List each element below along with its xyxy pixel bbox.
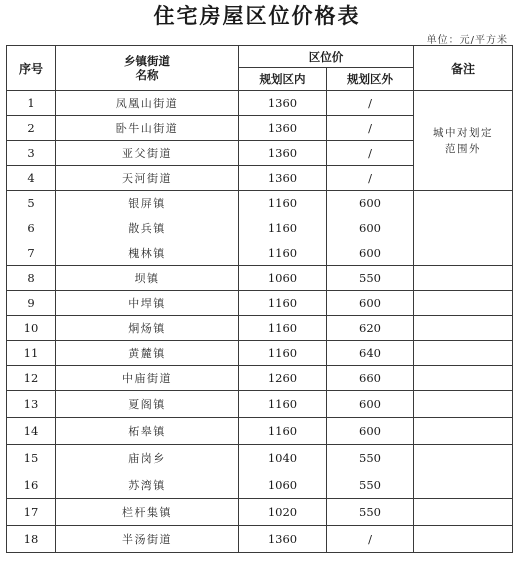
row-price-outside: / (327, 116, 414, 141)
row-price-outside: 550 (327, 266, 414, 291)
row-price-inside: 1260 (239, 366, 327, 391)
row-price-outside: 550 (327, 472, 414, 499)
row-seq: 4 (7, 166, 56, 191)
row-price-outside: / (327, 166, 414, 191)
row-price-inside: 1160 (239, 341, 327, 366)
row-price-inside: 1360 (239, 166, 327, 191)
row-name: 柘皋镇 (56, 418, 239, 445)
row-name: 天河街道 (56, 166, 239, 191)
row-name: 中垾镇 (56, 291, 239, 316)
table-row (7, 191, 513, 216)
table-row (7, 391, 513, 418)
table-row (7, 266, 513, 291)
row-price-inside: 1160 (239, 191, 327, 216)
row-seq: 2 (7, 116, 56, 141)
table-row (7, 472, 513, 499)
row-price-outside: 600 (327, 291, 414, 316)
row-price-inside: 1360 (239, 116, 327, 141)
row-name: 槐林镇 (56, 241, 239, 266)
row-seq: 1 (7, 91, 56, 116)
row-seq: 17 (7, 499, 56, 526)
row-price-outside: 550 (327, 445, 414, 472)
row-seq: 16 (7, 472, 56, 499)
table-row (7, 445, 513, 472)
row-price-inside: 1040 (239, 445, 327, 472)
row-price-outside: 660 (327, 366, 414, 391)
row-note (414, 391, 513, 418)
row-price-inside: 1360 (239, 141, 327, 166)
row-note (414, 418, 513, 445)
row-seq: 12 (7, 366, 56, 391)
row-seq: 8 (7, 266, 56, 291)
row-note (414, 191, 513, 216)
row-seq: 5 (7, 191, 56, 216)
row-price-inside: 1160 (239, 391, 327, 418)
row-name: 庙岗乡 (56, 445, 239, 472)
table-row (7, 526, 513, 553)
row-seq: 15 (7, 445, 56, 472)
table-row (7, 316, 513, 341)
row-price-inside: 1160 (239, 291, 327, 316)
row-price-outside: 600 (327, 418, 414, 445)
table-row (7, 418, 513, 445)
row-price-outside: 600 (327, 216, 414, 241)
row-price-inside: 1160 (239, 216, 327, 241)
row-note (414, 341, 513, 366)
row-price-inside: 1160 (239, 316, 327, 341)
row-price-outside: 600 (327, 241, 414, 266)
row-note (414, 366, 513, 391)
row-price-outside: 600 (327, 191, 414, 216)
row-name: 半汤街道 (56, 526, 239, 553)
row-note (414, 216, 513, 241)
row-note: 城中对划定 范围外 (414, 91, 513, 191)
row-note (414, 499, 513, 526)
row-price-inside: 1160 (239, 241, 327, 266)
row-price-inside: 1160 (239, 418, 327, 445)
row-name: 卧牛山街道 (56, 116, 239, 141)
row-note (414, 291, 513, 316)
row-price-outside: / (327, 526, 414, 553)
row-name: 散兵镇 (56, 216, 239, 241)
row-price-outside: / (327, 141, 414, 166)
header-outside: 规划区外 (327, 68, 414, 91)
row-name: 夏阁镇 (56, 391, 239, 418)
row-seq: 10 (7, 316, 56, 341)
row-name: 苏湾镇 (56, 472, 239, 499)
row-price-inside: 1020 (239, 499, 327, 526)
row-seq: 11 (7, 341, 56, 366)
row-name: 凤凰山街道 (56, 91, 239, 116)
table-row (7, 499, 513, 526)
row-note (414, 241, 513, 266)
row-name: 坝镇 (56, 266, 239, 291)
row-note (414, 526, 513, 553)
row-note (414, 266, 513, 291)
row-name: 烔炀镇 (56, 316, 239, 341)
header-seq: 序号 (7, 46, 56, 91)
row-seq: 13 (7, 391, 56, 418)
unit-label: 单位：元/平方米 (426, 35, 508, 46)
row-price-inside: 1360 (239, 526, 327, 553)
header-name: 乡镇街道 名称 (56, 46, 239, 91)
table-row (7, 291, 513, 316)
row-note (414, 472, 513, 499)
row-seq: 3 (7, 141, 56, 166)
row-price-outside: 640 (327, 341, 414, 366)
row-seq: 9 (7, 291, 56, 316)
row-seq: 6 (7, 216, 56, 241)
row-price-outside: / (327, 91, 414, 116)
price-table (6, 45, 513, 553)
table-row (7, 216, 513, 241)
row-price-outside: 620 (327, 316, 414, 341)
row-seq: 7 (7, 241, 56, 266)
header-price-group: 区位价 (239, 46, 414, 68)
row-name: 栏杆集镇 (56, 499, 239, 526)
table-row (7, 366, 513, 391)
header-note: 备注 (414, 46, 513, 91)
table-row (7, 91, 513, 116)
row-seq: 18 (7, 526, 56, 553)
table-row (7, 241, 513, 266)
row-name: 亚父街道 (56, 141, 239, 166)
row-note (414, 445, 513, 472)
header-inside: 规划区内 (239, 68, 327, 91)
row-price-outside: 550 (327, 499, 414, 526)
row-price-inside: 1060 (239, 266, 327, 291)
row-seq: 14 (7, 418, 56, 445)
row-note (414, 316, 513, 341)
row-price-inside: 1360 (239, 91, 327, 116)
row-name: 黄麓镇 (56, 341, 239, 366)
table-row (7, 341, 513, 366)
row-price-inside: 1060 (239, 472, 327, 499)
row-name: 银屏镇 (56, 191, 239, 216)
row-name: 中庙街道 (56, 366, 239, 391)
row-price-outside: 600 (327, 391, 414, 418)
page-title: 住宅房屋区位价格表 (153, 3, 361, 28)
